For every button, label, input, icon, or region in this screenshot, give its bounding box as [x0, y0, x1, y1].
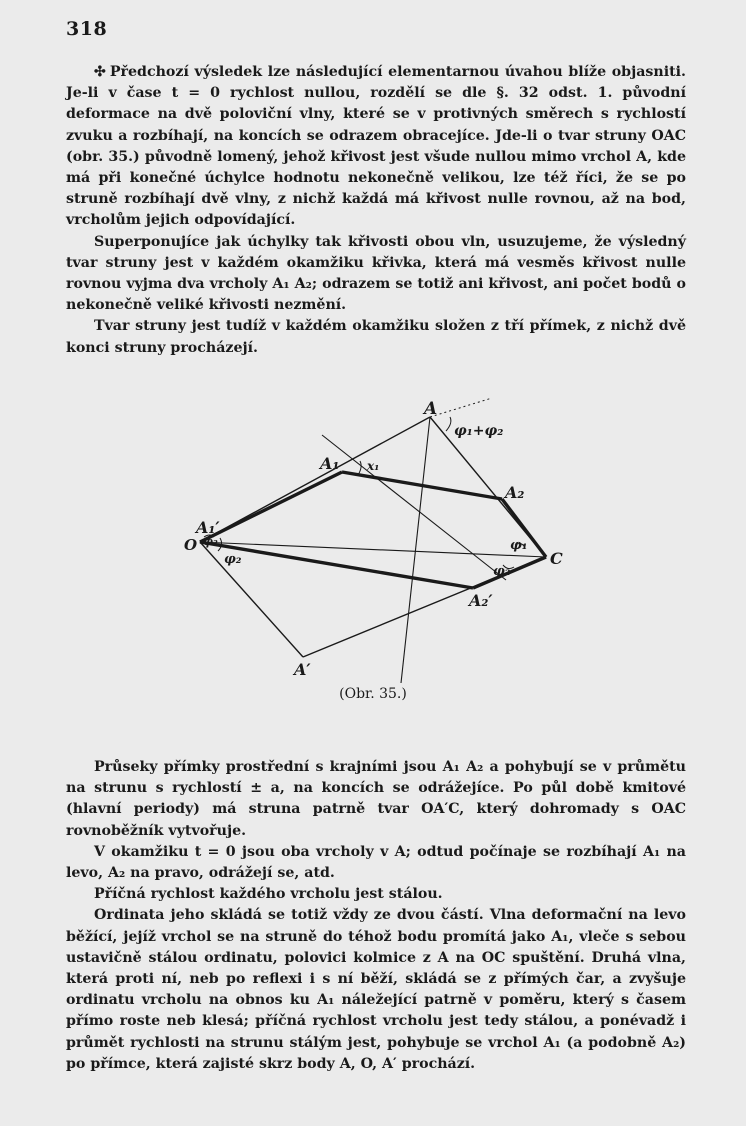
paragraph-text: Předchozí výsledek lze následující elementarnou úvahou blíže objasniti. Je-li v čase t = 0 rychlost nullou, rozdělí se dle §. 32 odst. 1. původní deformace na dvě poloviční vlny, které se v protivných směrech s rychlostí zvuku a rozbíhají, na koncích se odrazem obracejíce. Jde-li o tvar struny OAC (obr. 35.) původně lomený, jehož křivost jest všude nullou mimo vrchol A, kde má při konečné úchylce hodnotu nekonečně velikou, lze též říci, že se po struně rozbíhají dvě vlny, z nichž každá má křivost nulle rovnou, až na bod, vrcholům jejich odpovídající.: [66, 64, 686, 229]
line-OA1: [200, 472, 342, 542]
label-phi2-C: φ₂: [493, 564, 511, 579]
label-O: O: [184, 536, 198, 554]
figure-35: [170, 395, 590, 683]
text-block-top: [66, 62, 686, 359]
paragraph: V okamžiku t = 0 jsou oba vrcholy v A; odtud počínaje se rozbíhají A₁ na levo, A₂ na pravo, odrážejí se, atd.: [66, 843, 686, 882]
figure-caption: (Obr. 35.): [339, 686, 407, 702]
line-vertical: [401, 417, 430, 683]
label-A-prime: A′: [294, 660, 311, 679]
label-A1-prime: A₁′: [196, 518, 220, 537]
paragraph: Superponujíce jak úchylky tak křivosti obou vln, usuzujeme, že výsledný tvar struny jest v každém okamžiku křivka, která má vesměs křivost nulle rovnou vyjma dva vrcholy A₁ A₂; odrazem se totiž ani křivost, ani počet bodů o nekonečně veliké křivosti nezmění.: [66, 233, 686, 314]
paragraph: Ordinata jeho skládá se totiž vždy ze dvou částí. Vlna deformační na levo běžící, jejíž vrchol se na struně do téhož bodu promítá jako A₁, vleče s sebou ustavičně stálou ordinatu, polovici kolmice z A na OC spuštění. Druhá vlna, která proti ní, neb po reflexi i s ní běží, skládá se z přímých čar, a zvyšuje ordinatu vrcholu na obnos ku A₁ náležející patrně v poměru, který s časem přímo roste neb klesá; příčná rychlost vrcholu jest tedy stálou, a ponévadž i průmět rychlosti na strunu stálým jest, pohybuje se vrchol A₁ (a podobně A₂) po přímce, která zajisté skrz body A, O, A′ prochází.: [66, 907, 686, 1072]
label-phi1-C: φ₁: [510, 538, 528, 553]
label-A1: A₁: [320, 454, 340, 473]
paragraph: Příčná rychlost každého vrcholu jest stálou.: [94, 886, 443, 903]
page-number: 318: [66, 18, 108, 40]
label-phi-sum: φ₁+φ₂: [454, 423, 504, 439]
label-A2: A₂: [505, 483, 525, 502]
star-icon: ✣: [94, 64, 106, 80]
text-block-bottom: [66, 757, 686, 1075]
label-phi2-O: φ₂: [224, 552, 242, 567]
angle-arc-A: [446, 417, 451, 431]
dotted-extension-line: [430, 398, 492, 417]
paragraph: Tvar struny jest tudíž v každém okamžiku složen z tří přímek, z nichž dvě konci struny procházejí.: [66, 318, 686, 356]
label-x1: x₁: [367, 459, 380, 473]
line-OAp: [200, 542, 303, 657]
figure-diagram: [170, 395, 590, 683]
line-diagonal: [322, 435, 506, 580]
label-C: C: [550, 549, 563, 568]
paragraph: [66, 62, 686, 232]
label-A2-prime: A₂′: [469, 591, 493, 610]
label-phi2-A1p: φ₂: [203, 535, 218, 548]
paragraph: Průseky přímky prostřední s krajními jsou A₁ A₂ a pohybují se v průmětu na strunu s rychlostí ± a, na koncích se odrážejíce. Po půl době kmitové (hlavní periody) má struna patrně tvar OA′C, který dohromady s OAC rovnoběžník vytvořuje.: [66, 759, 686, 839]
label-A: A: [424, 399, 438, 419]
